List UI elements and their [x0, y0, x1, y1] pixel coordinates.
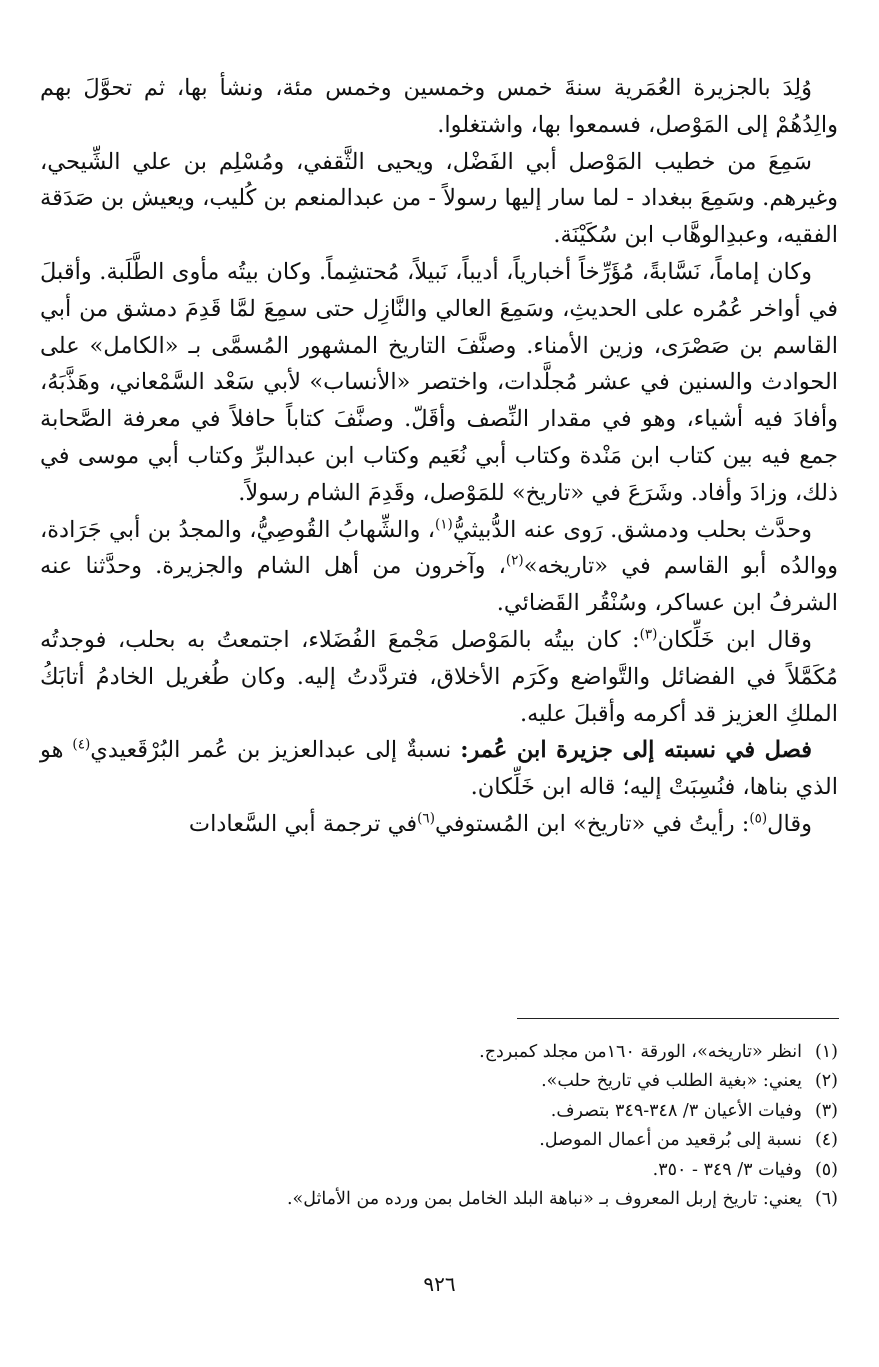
paragraph-description: وكان إماماً، نَسَّابةً، مُؤَرِّخاً أخبارياً، أديباً، نَبيلاً، مُحتشِماً. وكان بيتُه مأوى الطَّلَبة. وأقبلَ في أواخر عُمُره على الحديثِ، وسَمِعَ العالي والنَّازِل حتى سمِعَ لمَّا قَدِمَ دمشق من أبي القاسم بن صَصْرَى، وزين الأمناء. وصنَّفَ التاريخ المشهور المُسمَّى بـ «الكامل» على الحوادث والسنين في عشر مُجلَّدات، واختصر «الأنساب» لأبي سَعْد السَّمْعاني، وهَذَّبَهُ، وأفادَ فيه أشياء، وهو في مقدار النِّصف وأقَلّ. وصنَّفَ كتاباً حافلاً في معرفة الصَّحابة جمع فيه بين كتاب ابن مَنْدة وكتاب أبي نُعَيم وكتاب ابن عبدالبرِّ وكتاب أبي موسى في ذلك، وزادَ وأفاد. وشَرَعَ في «تاريخ» للمَوْصل، وقَدِمَ الشام رسولاً.: [40, 258, 838, 506]
footnote-separator: [517, 1018, 839, 1019]
footnote-text: وفيات الأعيان ٣/ ٣٤٨-٣٤٩ بتصرف.: [550, 1100, 802, 1121]
footnote-text: يعني: تاريخ إربل المعروف بـ «نباهة البلد الخامل بمن ورده من الأماثل».: [286, 1189, 802, 1210]
main-text: [40, 70, 838, 843]
footnote-1: [120, 1038, 838, 1067]
narration-text-start: وحدَّث بحلب ودمشق. رَوى عنه الدُّبيثيُّ: [452, 516, 812, 543]
footnote-ref-2[interactable]: (٢): [505, 552, 524, 569]
footnote-number: (٣): [814, 1100, 838, 1121]
paragraph-section-nisba: [40, 732, 838, 806]
footnote-ref-4[interactable]: (٤): [72, 736, 91, 753]
nisba-text-start: نسبةٌ إلى عبدالعزيز بن عُمر البُرْقَعيدي: [90, 737, 461, 764]
page-number: ٩٢٦: [423, 1272, 456, 1296]
footnote-6: [120, 1185, 838, 1214]
footnote-text: وفيات ٣/ ٣٤٩ - ٣٥٠.: [652, 1159, 802, 1180]
footnote-ref-5[interactable]: (٥): [749, 810, 768, 827]
footnote-4: [120, 1126, 838, 1155]
footnote-text: يعني: «بغية الطلب في تاريخ حلب».: [541, 1071, 802, 1092]
paragraph-hearing: سَمِعَ من خطيب المَوْصل أبي الفَضْل، ويحيى الثَّقفي، ومُسْلِم بن علي الشِّيحي، وغيرهم. وسَمِعَ ببغداد - لما سار إليها رسولاً - من عبدالمنعم بن كُليب، ويعيش بن صَدَقة الفقيه، وعبدِالوهَّاب ابن سُكَيْنَة.: [40, 148, 838, 249]
footnote-number: (١): [814, 1042, 838, 1062]
paragraph-birth: وُلِدَ بالجزيرة العُمَرية سنةَ خمس وخمسين وخمس مئة، ونشأ بها، ثم تحوَّلَ بهم والِدُهُمْ إلى المَوْصل، فسمعوا بها، واشتغلوا.: [40, 75, 838, 138]
section-title: فصل في نسبته إلى جزيرة ابن عُمر:: [460, 737, 812, 764]
narration-text-end: ، وآخرون من أهل الشام والجزيرة. وحدَّثنا عنه الشرفُ ابن عساكر، وسُنْقُر القَضائي.: [40, 553, 838, 617]
footnote-text: انظر «تاريخه»، الورقة ١٦٠من مجلد كمبردج.: [479, 1042, 802, 1062]
paragraph-mustawfi: [40, 806, 838, 843]
footnote-5: [120, 1156, 838, 1185]
footnote-ref-6[interactable]: (٦): [417, 810, 435, 827]
mustawfi-text-end: في ترجمة أبي السَّعادات: [188, 810, 418, 837]
footnote-2: [120, 1067, 838, 1096]
paragraph-narration: [40, 512, 838, 622]
narration-text-middle: ، والشِّهابُ القُوصِيُّ، والمجدُ بن أبي جَرَادة، ووالدُه أبو القاسم في «تاريخه»: [40, 516, 838, 580]
khallikan-text-end: : كان بيتُه بالمَوْصل مَجْمعَ الفُضَلاء، اجتمعتُ به بحلب، فوجدتُه مُكَمَّلاً في الفضائل والتَّواضع وكَرَم الأخلاق، فتردَّدتُ إليه. وكان طُغريل الخادمُ أتابَكُ الملكِ العزيز قد أكرمه وأقبلَ عليه.: [40, 626, 838, 727]
footnote-ref-3[interactable]: (٣): [639, 626, 658, 643]
footnote-ref-1[interactable]: (١): [434, 516, 453, 533]
nisba-text-end: هو الذي بناها، فنُسِبَتْ إليه؛ قاله ابن خَلِّكان.: [40, 737, 838, 801]
mustawfi-text-start: وقال: [767, 810, 812, 837]
footnote-number: (٦): [814, 1189, 838, 1210]
footnotes: [120, 1038, 838, 1214]
paragraph-ibn-khallikan: [40, 622, 838, 732]
footnote-text: نسبة إلى بُرقعيد من أعمال الموصل.: [539, 1130, 802, 1151]
mustawfi-text-middle: : رأيتُ في «تاريخ» ابن المُستوفي: [434, 810, 750, 837]
footnote-3: [120, 1097, 838, 1126]
footnote-number: (٥): [814, 1159, 838, 1180]
khallikan-text-start: وقال ابن خَلِّكان: [657, 626, 812, 653]
footnote-number: (٢): [814, 1071, 838, 1092]
footnote-number: (٤): [814, 1130, 838, 1151]
